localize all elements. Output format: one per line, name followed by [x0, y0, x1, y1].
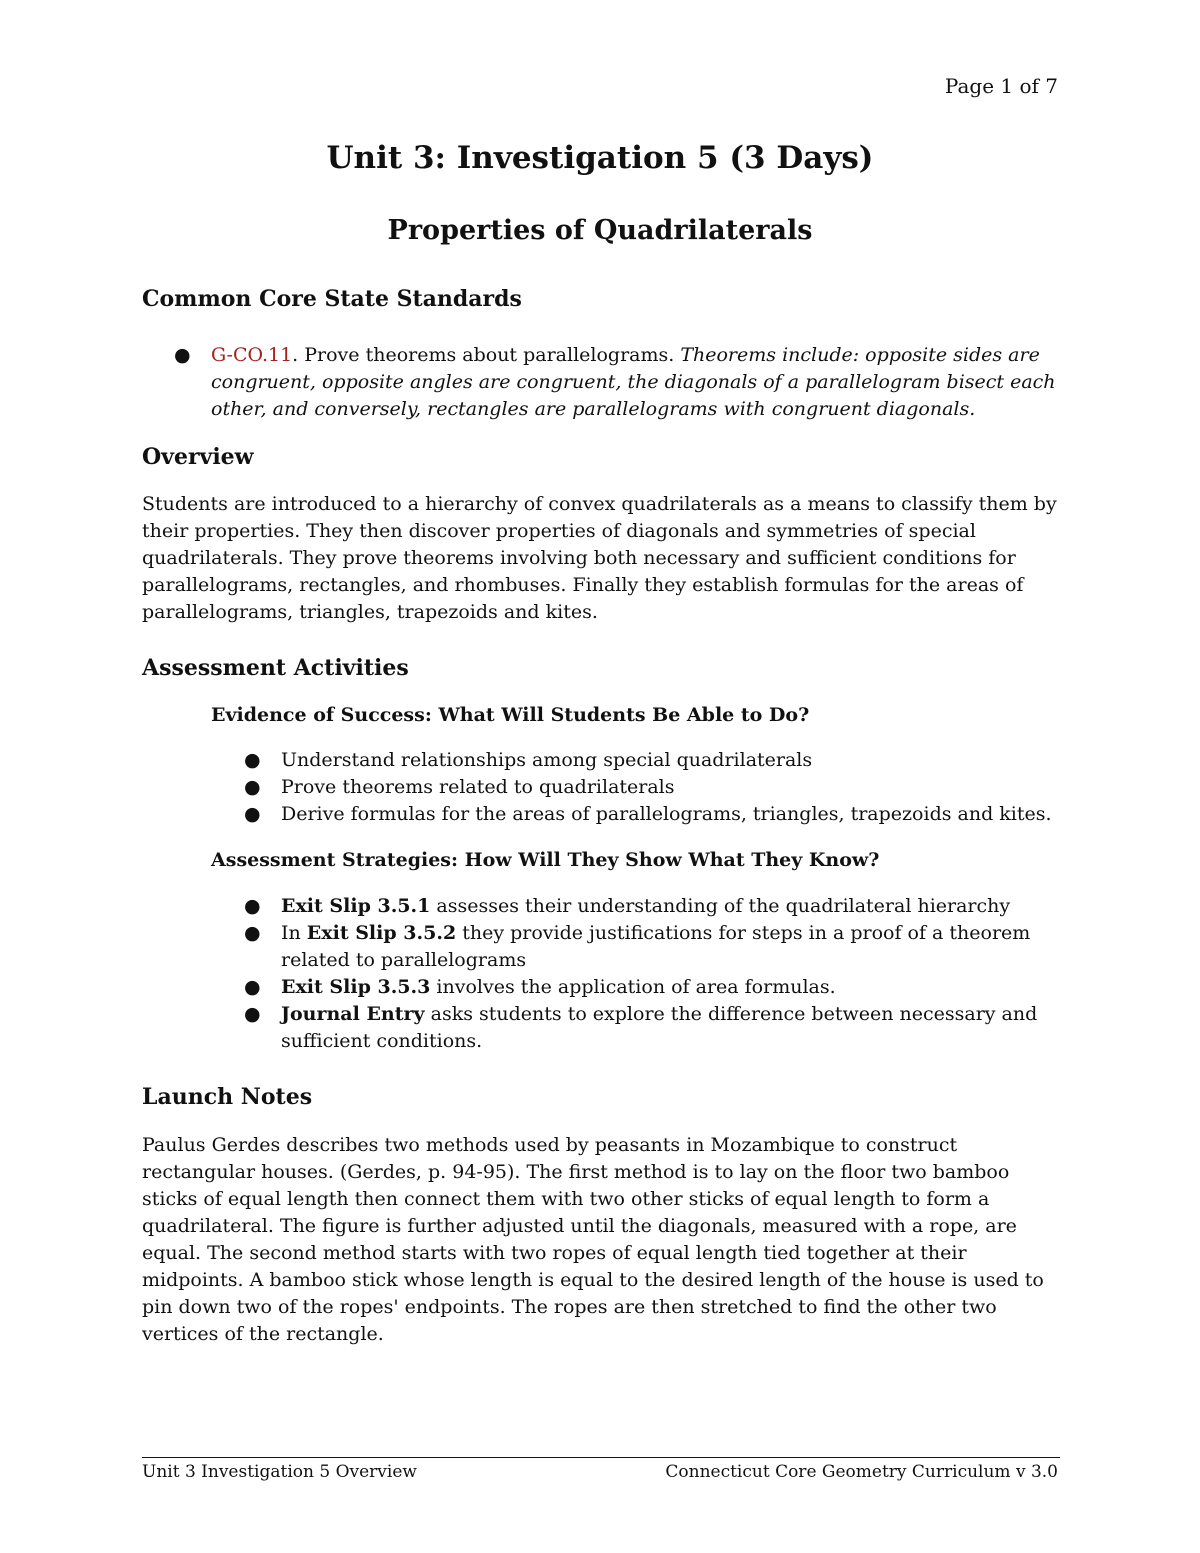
bullet-icon: ● [244, 976, 261, 999]
bullet-icon: ● [244, 1003, 261, 1026]
bullet-icon: ● [244, 803, 261, 826]
standard-code: G-CO.11 [211, 343, 293, 366]
strategy-item: ● In Exit Slip 3.5.2 they provide justifications for steps in a proof of a theorem related to parallelograms [244, 922, 1031, 972]
strategy-item: ● Journal Entry asks students to explore the difference between necessary and sufficient conditions. [244, 1003, 1038, 1053]
standards-list [142, 342, 1062, 423]
footer-divider [142, 1457, 1060, 1458]
launch-heading: Launch Notes [142, 1084, 313, 1111]
strategy-item: ● Exit Slip 3.5.3 involves the application of area formulas. [281, 974, 1062, 1001]
exit-slip-label: Exit Slip 3.5.3 [281, 976, 431, 999]
footer-right: Connecticut Core Geometry Curriculum v 3.0 [665, 1462, 1058, 1482]
evidence-item: ● Understand relationships among special quadrilaterals [281, 747, 1062, 774]
document-title: Unit 3: Investigation 5 (3 Days) [326, 140, 874, 176]
assessment-heading: Assessment Activities [142, 655, 409, 682]
strategy-item: ● Exit Slip 3.5.1 assesses their understanding of the quadrilateral hierarchy [281, 893, 1062, 920]
strategies-heading: Assessment Strategies: How Will They Show What They Know? [211, 849, 880, 872]
evidence-item: ● Prove theorems related to quadrilaterals [281, 774, 1062, 801]
bullet-icon: ● [244, 749, 261, 772]
standard-text: . Prove theorems about parallelograms. [292, 343, 681, 366]
exit-slip-label: Exit Slip 3.5.2 [306, 922, 457, 945]
standard-detail: Theorems include: opposite sides are congruent, opposite angles are congruent, the diagonals of a parallelogram bisect each other, and conversely, rectangles are parallelograms with congruent diagonals. [211, 343, 1056, 420]
evidence-heading: Evidence of Success: What Will Students Be Able to Do? [211, 703, 810, 726]
bullet-icon: ● [174, 343, 191, 366]
bullet-icon: ● [244, 922, 261, 945]
footer-left: Unit 3 Investigation 5 Overview [142, 1462, 417, 1482]
bullet-icon: ● [244, 895, 261, 918]
journal-entry-label: Journal Entry [281, 1003, 425, 1026]
exit-slip-label: Exit Slip 3.5.1 [281, 895, 431, 918]
bullet-icon: ● [244, 776, 261, 799]
launch-text: Paulus Gerdes describes two methods used by peasants in Mozambique to construct rectangular houses. (Gerdes, p. 94-95). The first method is to lay on the floor two bamboo sticks of equal length then connect them with two other sticks of equal length to form a quadrilateral. The figure is further adjusted until the diagonals, measured with a rope, are equal. The second method starts with two ropes of equal length tied together at their midpoints. A bamboo stick whose length is equal to the desired length of the house is used to pin down two of the ropes' endpoints. The ropes are then stretched to find the other two vertices of the rectangle. [142, 1133, 1044, 1345]
document-subtitle: Properties of Quadrilaterals [387, 215, 813, 246]
strategies-list [142, 893, 1062, 1055]
overview-heading: Overview [142, 443, 254, 470]
evidence-list [142, 747, 1062, 828]
overview-text: Students are introduced to a hierarchy of convex quadrilaterals as a means to classify them by their properties. They then discover properties of diagonals and symmetries of special quadrilaterals. They prove theorems involving both necessary and sufficient conditions for parallelograms, rectangles, and rhombuses. Finally they establish formulas for the areas of parallelograms, triangles, trapezoids and kites. [142, 493, 1057, 624]
standard-item [174, 342, 1062, 423]
document-body [142, 285, 1062, 1348]
standards-heading: Common Core State Standards [142, 286, 522, 312]
page-number: Page 1 of 7 [944, 74, 1058, 98]
evidence-item: ● Derive formulas for the areas of parallelograms, triangles, trapezoids and kites. [281, 801, 1062, 828]
